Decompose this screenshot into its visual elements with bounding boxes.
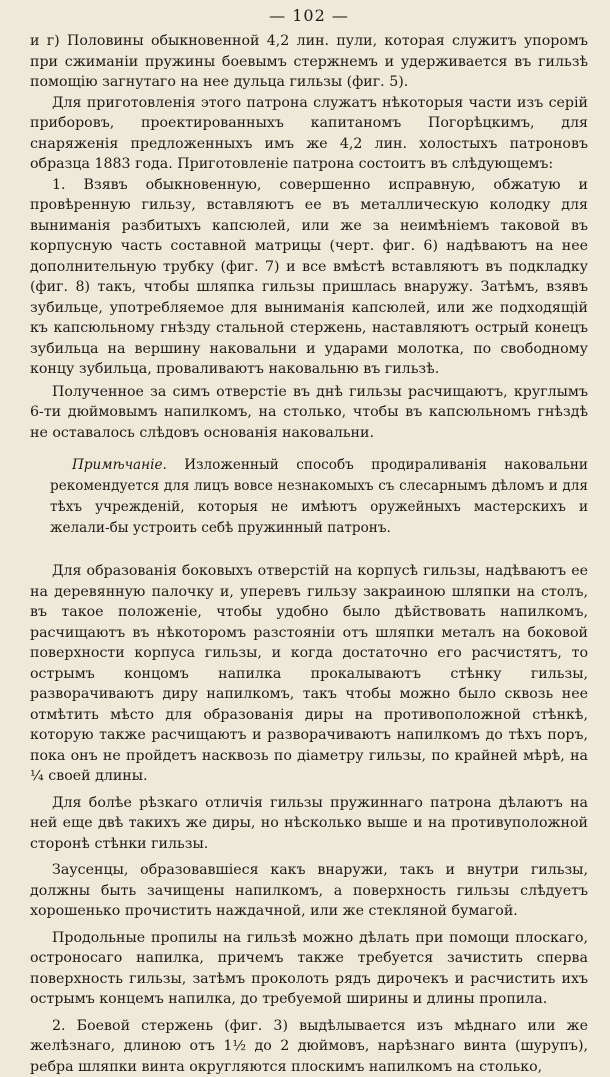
paragraph-step-1: 1. Взявъ обыкновенную, совершенно исправную, обжатую и провѣренную гильзу, вставляютъ ее въ металлическую колодку для вынимaнія разбитыхъ капсюлей, или же за неимѣніемъ таковой въ корпусную часть составной матрицы (черт. фиг. 6) надѣваютъ на нее дополнительную трубку (фиг. 7) и все вмѣстѣ вставляютъ въ подкладку (фиг. 8) такъ, чтобы шляпка гильзы пришлась внаружу. Затѣмъ, взявъ зубильце, употребляемое для выниманія капсюлей, или же подходящій къ капсюльному гнѣзду стальной стержень, наставляютъ острый конецъ зубильца на вершину наковальни и ударами молотка, по свободному концу зубильца, проваливаютъ наковальню въ гильзѣ.	[30, 175, 588, 380]
note-block	[30, 455, 588, 539]
paragraph-continuation: и г) Половины обыкновенной 4,2 лин. пули, которая служитъ упоромъ при сжиманіи пружины боевымъ стержнемъ и удерживается въ гильзѣ помощію загнутаго на нее дульца гильзы (фиг. 5).	[30, 31, 588, 93]
note-label: Примѣчаніе.	[72, 457, 167, 473]
paragraph-intro: Для приготовленія этого патрона служатъ нѣкоторыя части изъ серій приборовъ, проектированныхъ капитаномъ Погорѣцкимъ, для снаряженія предложенныхъ имъ же 4,2 лин. холостыхъ патроновъ образца 1883 года. Приготовленіе патрона состоитъ въ слѣдующемъ:	[30, 93, 588, 175]
paragraph-cleaning: Полученное за симъ отверстіе въ днѣ гильзы расчищаютъ, круглымъ 6-ти дюймовымъ напилкомъ, на столько, чтобы въ капсюльномъ гнѣздѣ не оставалось слѣдовъ основанія наковальни.	[30, 382, 588, 444]
paragraph-distinction: Для болѣе рѣзкаго отличія гильзы пружиннаго патрона дѣлаютъ на ней еще двѣ такихъ же диры, но нѣсколько выше и на противуположной сторонѣ стѣнки гильзы.	[30, 793, 588, 855]
note-text: Изложенный способъ продираливанія наковальни рекомендуется для лицъ вовсе незнакомыхъ съ слесарнымъ дѣломъ и для тѣхъ учрежденій, которыя не имѣютъ оружейныхъ мастерскихъ и желали-бы устроить себѣ пружинный патронъ.	[50, 457, 588, 536]
page-number: — 102 —	[30, 6, 588, 25]
paragraph-side-holes: Для образованія боковыхъ отверстій на корпусѣ гильзы, надѣваютъ ее на деревянную палочку и, уперевъ гильзу закраиною шляпки на столъ, въ такое положеніе, чтобы удобно было дѣйствовать напилкомъ, расчищаютъ въ нѣкоторомъ разстояніи отъ шляпки металъ на боковой поверхности корпуса гильзы, и когда достаточно его расчистятъ, то острымъ концомъ напилка прокалываютъ стѣнку гильзы, разворачиваютъ диру напилкомъ, такъ чтобы можно было сквозь нее отмѣтить мѣсто для образованія диры на противоположной стѣнкѣ, которую также расчищаютъ и разворачиваютъ напилкомъ до тѣхъ поръ, пока онъ не пройдетъ насквозь по діаметру гильзы, по крайней мѣрѣ, на ¼ своей длины.	[30, 561, 588, 787]
paragraph-step-2: 2. Боевой стержень (фиг. 3) выдѣлывается изъ мѣднаго или же желѣзнаго, длиною отъ 1½ до 2 дюймовъ, нарѣзнаго винта (шурупъ), ребра шляпки винта округляются плоскимъ напилкомъ на столько,	[30, 1016, 588, 1077]
paragraph-burrs: Заусенцы, образовавшіеся какъ внаружи, такъ и внутри гильзы, должны быть зачищены напилкомъ, а поверхность гильзы слѣдуетъ хорошенько прочистить наждачной, или же стекляной бумагой.	[30, 860, 588, 922]
paragraph-slots: Продольные пропилы на гильзѣ можно дѣлать при помощи плоскаго, остроносаго напилка, причемъ также требуется зачистить сперва поверхность гильзы, затѣмъ проколоть рядъ дирочекъ и расчистить ихъ острымъ концемъ напилка, до требуемой ширины и длины пропила.	[30, 928, 588, 1010]
